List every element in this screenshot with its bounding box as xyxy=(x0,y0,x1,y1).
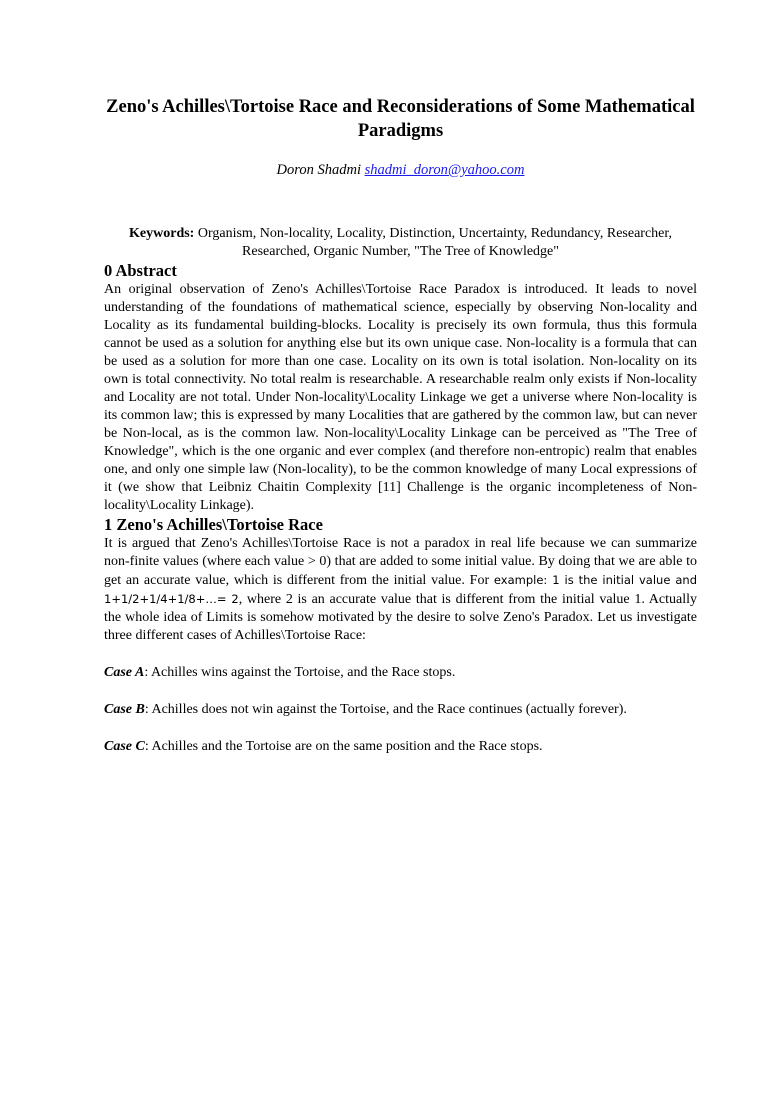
case-b-text: : Achilles does not win against the Tortoise, and the Race continues (actually forever). xyxy=(144,702,627,717)
case-c-label: Case C xyxy=(104,739,145,754)
case-c-text: : Achilles and the Tortoise are on the same position and the Race stops. xyxy=(144,739,543,754)
abstract-heading: 0 Abstract xyxy=(104,261,177,280)
author-name: Doron Shadmi xyxy=(276,162,361,178)
case-b xyxy=(104,701,697,719)
author-email-link[interactable]: shadmi_doron@yahoo.com xyxy=(364,162,525,178)
author-line xyxy=(104,161,697,179)
case-c xyxy=(104,738,697,756)
section1-text-part2: , where 2 is an accurate value that is different from the initial value 1. Actually the whole idea of Limits is somehow motivated by the desire to solve Zeno's Paradox. Let us investigate three different cases of Achilles\Tortoise Race: xyxy=(104,592,697,643)
paper-title: Zeno's Achilles\Tortoise Race and Reconsiderations of Some Mathematical Paradigms xyxy=(106,97,695,141)
case-a xyxy=(104,664,697,682)
keywords-label: Keywords: xyxy=(129,226,195,241)
document-page xyxy=(0,95,768,1119)
keywords-list: Organism, Non-locality, Locality, Distinction, Uncertainty, Redundancy, Researcher, Researched, Organic Number, "The Tree of Knowledge" xyxy=(197,226,672,259)
case-b-label: Case B xyxy=(104,702,145,717)
section1-heading: 1 Zeno's Achilles\Tortoise Race xyxy=(104,515,323,534)
keywords xyxy=(104,225,697,261)
section1-paragraph xyxy=(104,535,697,645)
section1-formula: example: 1 is the initial value and 1+1/2+1/4+1/8+…= 2 xyxy=(104,573,697,606)
case-a-text: : Achilles wins against the Tortoise, and the Race stops. xyxy=(144,665,456,680)
case-a-label: Case A xyxy=(104,665,145,680)
section1-text-part1: It is argued that Zeno's Achilles\Tortoise Race is not a paradox in real life because we can summarize non-finite values (where each value > 0) that are added to some initial value. By doing that we are able to get an accurate value, which is different from the initial value. For xyxy=(104,536,697,588)
abstract-text: An original observation of Zeno's Achilles\Tortoise Race Paradox is introduced. It leads to novel understanding of the foundations of mathematical science, especially by observing Non-locality and Locality as its fundamental building-blocks. Locality is precisely its own formula, thus this formula cannot be used as a solution for anything else but its own unique case. Non-locality is a formula that can be used as a solution for more than one case. Locality on its own is total isolation. Non-locality on its own is total connectivity. No total realm is researchable. A researchable realm only exists if Non-locality and Locality are not total. Under Non-locality\Locality Linkage we get a universe where Non-locality is its common law; this is expressed by many Localities that are gathered by the common law, but can never be Non-local, as is the common law. Non-locality\Locality Linkage can be perceived as "The Tree of Knowledge", which is the one organic and ever complex (and therefore non-entropic) realm that enables one, and only one simple law (Non-locality), to be the common knowledge of many Local expressions of it (we show that Leibniz Chaitin Complexity [11] Challenge is the organic incompleteness of Non-locality\Locality Linkage). xyxy=(104,282,697,513)
